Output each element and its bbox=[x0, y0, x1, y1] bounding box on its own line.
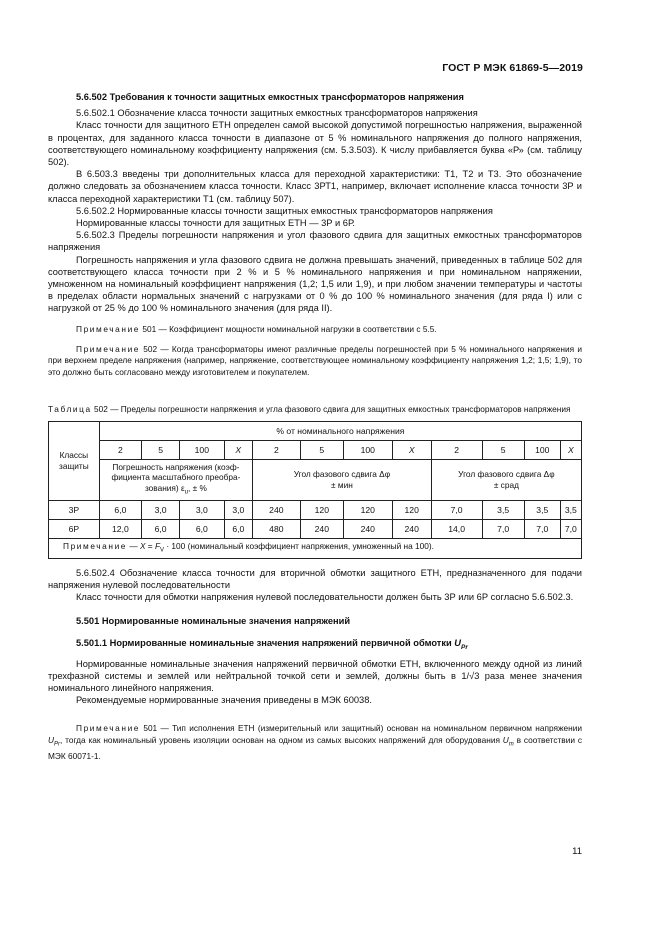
value-cell: 240 bbox=[392, 519, 431, 538]
value-cell: 3,0 bbox=[224, 500, 253, 519]
paragraph: 5.6.502.3 Пределы погрешности напряжения и угол фазового сдвига для защитных емкостных трансформаторов напряжения bbox=[48, 230, 582, 253]
note-501: Примечание 501 — Коэффициент мощности номинальной нагрузки в соответствии с 5.5. bbox=[76, 323, 437, 334]
column-header: 5 bbox=[300, 440, 343, 459]
phase-angle-min-header: Угол фазового сдвига Δφ ± мин bbox=[253, 459, 432, 500]
value-cell: 3,5 bbox=[524, 500, 560, 519]
top-text-blocks bbox=[48, 91, 582, 315]
page-number: 11 bbox=[572, 846, 582, 857]
paragraph: Нормированные номинальные значения напряжений первичной обмотки ЕТН, включенного между одной из линий трехфазной системы и землей или нейтральной точкой сети и землей, должны быть в 1/√3 раза менее значения номинального линейного напряжения. bbox=[48, 658, 582, 693]
value-cell: 3,5 bbox=[482, 500, 524, 519]
classes-header: Классы защиты bbox=[49, 421, 100, 500]
table-caption: Таблица 502 — Пределы погрешности напряжения и угла фазового сдвига для защитных емкостных трансформаторов напряжения bbox=[48, 404, 571, 415]
section-heading: 5.6.502 Требования к точности защитных емкостных трансформаторов напряжения bbox=[76, 92, 464, 102]
paragraph: В 6.503.3 введены три дополнительных класса для переходной характеристики: Т1, Т2 и Т3. Это обозначение должно следовать за обозначением класса точности. Класс 3РТ1, например, включает исполнение класса точности 3Р и класса переходной характеристики Т1 (см. таблицу 507). bbox=[48, 169, 582, 204]
column-header: 100 bbox=[524, 440, 560, 459]
standard-header: ГОСТ Р МЭК 61869-5—2019 bbox=[442, 62, 583, 74]
value-cell: 120 bbox=[300, 500, 343, 519]
column-header: 100 bbox=[343, 440, 392, 459]
value-cell: 240 bbox=[300, 519, 343, 538]
column-header: 100 bbox=[180, 440, 224, 459]
value-cell: 3,0 bbox=[142, 500, 180, 519]
value-cell: 7,0 bbox=[482, 519, 524, 538]
value-cell: 120 bbox=[343, 500, 392, 519]
value-cell: 6,0 bbox=[142, 519, 180, 538]
value-cell: 14,0 bbox=[431, 519, 482, 538]
paragraph: 5.6.502.4 Обозначение класса точности для вторичной обмотки защитного ЕТН, предназначенного для подачи напряжения нулевой последовательности bbox=[48, 567, 582, 590]
class-cell: 3P bbox=[49, 500, 100, 519]
paragraph: Рекомендуемые нормированные значения приведены в МЭК 60038. bbox=[76, 695, 372, 706]
section-5-501: 5.501 Нормированные номинальные значения напряжений bbox=[76, 616, 351, 627]
paragraph: Нормированные классы точности для защитных ЕТН — 3Р и 6Р. bbox=[76, 218, 356, 229]
value-cell: 7,0 bbox=[560, 519, 581, 538]
table-row bbox=[49, 500, 582, 519]
page-content bbox=[48, 91, 582, 762]
phase-angle-crad-header: Угол фазового сдвига Δφ ± срад bbox=[431, 459, 581, 500]
voltage-error-header: Погрешность напряжения (коэф- фициента масштабного преобра- зования) $\varepsilon_u$, ± % bbox=[99, 459, 252, 500]
paragraph: 5.6.502.2 Нормированные классы точности защитных емкостных трансформаторов напряжения bbox=[76, 205, 493, 216]
value-cell: 480 bbox=[253, 519, 301, 538]
column-header: X bbox=[224, 440, 253, 459]
value-cell: 6,0 bbox=[180, 519, 224, 538]
value-cell: 6,0 bbox=[99, 500, 141, 519]
class-cell: 6P bbox=[49, 519, 100, 538]
note-501-type: Примечание 501 — Тип исполнения ЕТН (измерительный или защитный) основан на номинальном первичном напряжении $U_{Pr}$, тогда как номинальный уровень изоляции основан на одном из самых высоких напряжений для оборудования $U_m$ в соответствии с МЭК 60071-1. bbox=[48, 723, 582, 761]
column-header-row bbox=[49, 440, 582, 459]
value-cell: 12,0 bbox=[99, 519, 141, 538]
value-cell: 6,0 bbox=[224, 519, 253, 538]
column-header: X bbox=[560, 440, 581, 459]
table-note: Примечание — $X = F_V \cdot 100$ (номинальный коэффициент напряжения, умноженный на 100). bbox=[49, 538, 582, 558]
value-cell: 7,0 bbox=[431, 500, 482, 519]
value-cell: 7,0 bbox=[524, 519, 560, 538]
column-header: X bbox=[392, 440, 431, 459]
pct-header: % от номинального напряжения bbox=[99, 421, 581, 440]
column-header: 2 bbox=[99, 440, 141, 459]
mid-text-blocks bbox=[48, 567, 582, 604]
column-header: 2 bbox=[253, 440, 301, 459]
accuracy-table bbox=[48, 421, 582, 559]
value-cell: 3,5 bbox=[560, 500, 581, 519]
table-row bbox=[49, 519, 582, 538]
value-cell: 120 bbox=[392, 500, 431, 519]
note-502: Примечание 502 — Когда трансформаторы имеют различные пределы погрешностей при 5 % номинального напряжения и при верхнем пределе напряжения (например, напряжение, соответствующее номинальному коэффициенту напряжения 1,2; 1,5; 1,9), то это должно быть согласовано между изготовителем и покупателем. bbox=[48, 344, 582, 377]
paragraph: 5.6.502.1 Обозначение класса точности защитных емкостных трансформаторов напряжения bbox=[76, 108, 478, 119]
column-header: 2 bbox=[431, 440, 482, 459]
value-cell: 240 bbox=[343, 519, 392, 538]
section-5-501-1: 5.501.1 Нормированные номинальные значения напряжений первичной обмотки $U_{Pr}$ bbox=[76, 637, 468, 651]
value-cell: 240 bbox=[253, 500, 301, 519]
paragraph: Класс точности для обмотки напряжения нулевой последовательности должен быть 3Р или 6Р согласно 5.6.502.3. bbox=[76, 592, 574, 603]
paragraph: Погрешность напряжения и угла фазового сдвига не должна превышать значений, приведенных в таблице 502 для соответствующего класса точности при 2 % и 5 % номинального напряжения и при номинальном напряжении, умноженном на номинальный коэффициент напряжения (1,2; 1,5 или 1,9), и при любом значении температуры и частоты в пределах области нормальных значений с нагрузками от 0 % до 100 % номинального значения (для ряда I) или с нагрузкой от 25 % до 100 % номинального значения (для ряда II). bbox=[48, 254, 582, 314]
paragraph: Класс точности для защитного ЕТН определен самой высокой допустимой погрешностью напряжения, выраженной в процентах, для заданного класса точности в диапазоне от 5 % номинального напряжения до полного напряжения, соответствующего номинальному коэффициенту напряжения (см. 5.3.503). К числу прибавляется буква «Р» (см. таблицу 502). bbox=[48, 120, 582, 168]
value-cell: 3,0 bbox=[180, 500, 224, 519]
column-header: 5 bbox=[482, 440, 524, 459]
column-header: 5 bbox=[142, 440, 180, 459]
